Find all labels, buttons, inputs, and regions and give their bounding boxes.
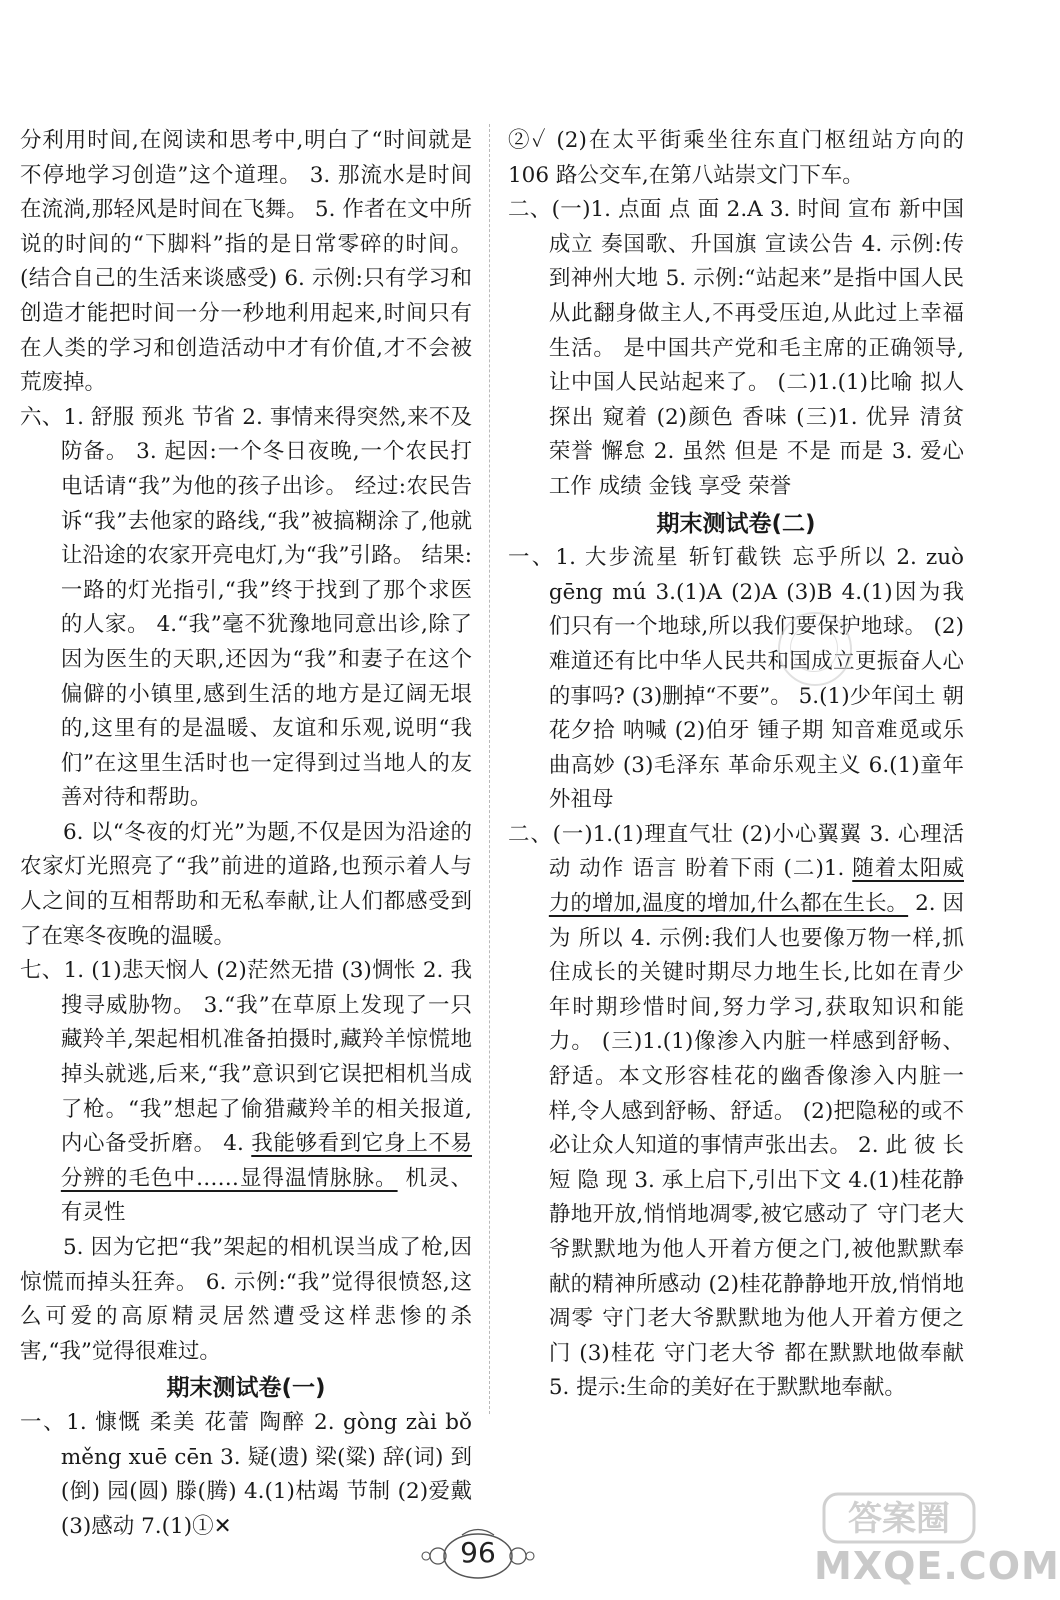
answer-paragraph-continued: 分利用时间,在阅读和思考中,明白了“时间就是不停地学习创造”这个道理。 3. 那流水是时间在流淌,那轻风是时间在飞舞。 5. 作者在文中所说的时间的“下脚料”指的是日常零碎的时间。(结合自己的生活来谈感受) 6. 示例:只有学习和创造才能把时间一分一秒地利用起来,时间只有在人类的学习和创造活动中才有价值,才不会被荒废掉。 [20,128,472,396]
answer-section-6: 六、1. 舒服 预兆 节省 2. 事情来得突然,来不及防备。 3. 起因:一个冬日夜晚,一个农民打电话请“我”为他的孩子出诊。 经过:农民告诉“我”去他家的路线,“我”被搞糊涂了,他就让沿途的农家开亮电灯,为“我”引路。 结果:一路的灯光指引,“我”终于找到了那个求医的人家。 4.“我”毫不犹豫地同意出诊,除了因为医生的天职,还因为“我”和妻子在这个偏僻的小镇里,感到生活的地方是辽阔无垠的,这里有的是温暖、友谊和乐观,说明“我们”在这里生活时也一定得到过当地人的友善对待和帮助。 [20,404,472,811]
answer-section-7-item-5: 5. 因为它把“我”架起的相机误当成了枪,因惊慌而掉头狂奔。 6. 示例:“我”觉得很愤怒,这么可爱的高原精灵居然遭受这样悲惨的杀害,“我”觉得很难过。 [20,1235,472,1364]
answer-section-7 [20,954,472,1231]
page-number-badge [418,1520,538,1586]
watermark-logo-text: 答案圈 [848,1499,950,1539]
exam-1-heading: 期末测试卷(一) [166,1375,326,1402]
exam-2-section-2-underlined: 随着太阳威力的增加,温度的增加,什么都在生长。 [548,856,964,917]
answer-section-7-text-b: 机灵、有灵性 [60,1165,472,1226]
right-column [508,124,964,1406]
exam-1-section-2: 二、(一)1. 点面 点 面 2.A 3. 时间 宣布 新中国成立 奏国歌、升国旗 宣读公告 4. 示例:传到神州大地 5. 示例:“站起来”是指中国人民从此翻身做主人,不再受压迫,从此过上幸福生活。 是中国共产党和毛主席的正确领导,让中国人民站起来了。 (二)1.(1)比喻 拟人 探出 窥着 (2)颜色 香味 (三)1. 优异 清贫 荣誉 懈怠 2. 虽然 但是 不是 而是 3. 爱心 工作 成绩 金钱 享受 荣誉 [508,197,964,499]
watermark-logo-icon [812,1480,988,1550]
answer-section-7-text-a: 七、1. (1)悲天悯人 (2)茫然无措 (3)惆怅 2. 我搜寻威胁物。 3.“我”在草原上发现了一只藏羚羊,架起相机准备拍摄时,藏羚羊惊慌地掉头就逃,后来,“我”意识到它误把相机当成了枪。“我”想起了偷猎藏羚羊的相关报道,内心备受折磨。 4. [20,958,472,1157]
answer-section-6-item-6: 6. 以“冬夜的灯光”为题,不仅是因为沿途的农家灯光照亮了“我”前进的道路,也预示着人与人之间的互相帮助和无私奉献,让人们都感受到了在寒冬夜晚的温暖。 [20,819,472,949]
watermark-text: MXQE.COM [814,1544,1060,1588]
exam-2-section-2-text-b: 2. 因为 所以 4. 示例:我们人也要像万物一样,抓住成长的关键时期尽力地生长,比如在青少年时期珍惜时间,努力学习,获取知识和能力。 (三)1.(1)像渗入内脏一样感到舒畅、舒适。本文形容桂花的幽香像渗入内脏一样,令人感到舒畅、舒适。 (2)把隐秘的或不必让众人知道的事情声张出去。 2. 此 彼 长 短 隐 现 3. 承上启下,引出下文 4.(1)桂花静静地开放,悄悄地凋零,被它感动了 守门老大爷默默地为他人开着方便之门,被他默默奉献的精神所感动 (2)桂花静静地开放,悄悄地凋零 守门老大爷默默地为他人开着方便之门 (3)桂花 守门老大爷 都在默默地做奉献 5. 提示:生命的美好在于默默地奉献。 [548,891,965,1401]
left-column [20,124,472,1544]
watermark [812,1480,1060,1590]
page-number: 96 [460,1536,496,1569]
column-divider [489,124,490,1414]
answer-section-7-underlined: 我能够看到它身上不易分辨的毛色中……显得温情脉脉。 [60,1131,472,1191]
exam-2-heading: 期末测试卷(二) [656,510,816,537]
exam-2-section-2-text-a: 二、(一)1.(1)理直气壮 (2)小心翼翼 3. 心理活动 动作 语言 盼着下雨 (二)1. [508,821,964,882]
exam-2-section-2 [508,818,964,1406]
faint-stamp-icon [778,612,852,686]
exam-2-section-1: 一、1. 大步流星 斩钉截铁 忘乎所以 2. zuò gēng mú 3.(1)A (2)A (3)B 4.(1)因为我们只有一个地球,所以我们要保护地球。 (2)难道还有比中华人民共和国成立更振奋人心的事吗? (3)删掉“不要”。 5.(1)少年闰土 朝花夕拾 呐喊 (2)伯牙 锺子期 知音难觅或乐曲高妙 (3)毛泽东 革命乐观主义 6.(1)童年 外祖母 [508,545,964,813]
exam-1-section-1: 一、1. 慷慨 柔美 花蕾 陶醉 2. gòng zài bǒ měng xuē cēn 3. 疑(遗) 梁(粱) 辞(词) 到(倒) 园(圆) 滕(腾) 4.(1)枯竭 节制 (2)爱戴 (3)感动 7.(1)①✕ [20,1409,472,1539]
exam-1-continued: ②✓ (2)在太平街乘坐往东直门枢纽站方向的 106 路公交车,在第八站崇文门下车。 [508,128,964,188]
